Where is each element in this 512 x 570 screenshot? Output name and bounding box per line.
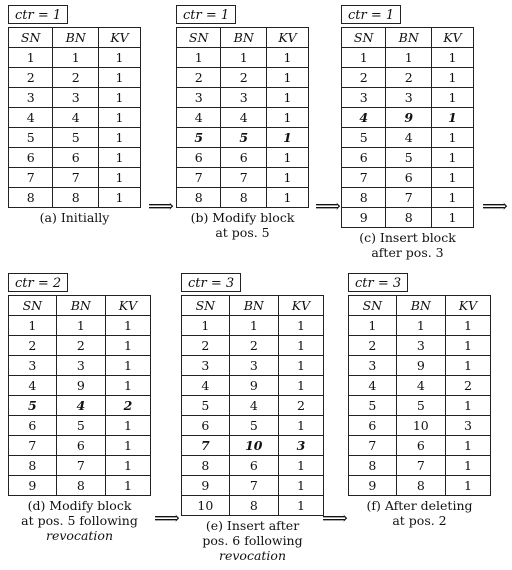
panel-caption [8, 210, 141, 225]
table-cell: 5 [349, 396, 397, 416]
table-row [182, 476, 324, 496]
table-cell: 5 [53, 128, 99, 148]
column-header: SN [9, 28, 53, 48]
table-cell: 1 [99, 148, 141, 168]
table-row [177, 48, 309, 68]
table-cell: 2 [342, 68, 386, 88]
table-cell: 1 [278, 356, 323, 376]
table-cell: 1 [445, 456, 490, 476]
column-header: KV [267, 28, 309, 48]
table-cell: 7 [9, 168, 53, 188]
caption-line: (a) Initially [39, 210, 110, 225]
table-cell: 3 [9, 88, 53, 108]
panel-caption [181, 518, 324, 563]
arrow-d-e: ⟹ [154, 508, 180, 529]
table-cell: 1 [278, 496, 323, 516]
block-table [181, 295, 324, 516]
table-cell: 10 [182, 496, 230, 516]
table-cell: 1 [432, 128, 474, 148]
table-cell: 4 [349, 376, 397, 396]
table-cell: 2 [278, 396, 323, 416]
table-cell: 7 [342, 168, 386, 188]
table-cell: 8 [386, 208, 432, 228]
panel-caption [8, 498, 151, 543]
table-cell: 9 [56, 376, 105, 396]
table-row [182, 456, 324, 476]
table-cell: 9 [229, 376, 278, 396]
table-cell: 2 [105, 396, 150, 416]
table-row [9, 336, 151, 356]
table-cell: 8 [177, 188, 221, 208]
arrow-b-c: ⟹ [315, 196, 341, 217]
table-row [342, 88, 474, 108]
table-cell: 3 [342, 88, 386, 108]
table-cell: 3 [445, 416, 490, 436]
table-cell: 1 [99, 108, 141, 128]
table-cell: 1 [99, 68, 141, 88]
panel-b [176, 4, 309, 240]
table-cell: 3 [221, 88, 267, 108]
table-row [9, 396, 151, 416]
table-cell: 8 [396, 476, 445, 496]
table-cell: 10 [396, 416, 445, 436]
table-cell: 5 [342, 128, 386, 148]
table-row [349, 476, 491, 496]
table-row [9, 356, 151, 376]
table-row [9, 148, 141, 168]
block-table [341, 27, 474, 228]
table-cell: 6 [221, 148, 267, 168]
table-row [349, 316, 491, 336]
table-cell: 4 [386, 128, 432, 148]
table-row [342, 68, 474, 88]
caption-line: (b) Modify block [190, 210, 295, 225]
column-header: SN [342, 28, 386, 48]
table-row [349, 416, 491, 436]
table-cell: 1 [445, 396, 490, 416]
table-cell: 2 [56, 336, 105, 356]
table-row [342, 208, 474, 228]
table-cell: 1 [99, 188, 141, 208]
table-row [342, 188, 474, 208]
block-table [8, 295, 151, 496]
caption-line: (c) Insert block [359, 230, 456, 245]
table-cell: 3 [177, 88, 221, 108]
table-cell: 6 [9, 148, 53, 168]
column-header: SN [9, 296, 57, 316]
table-cell: 1 [278, 476, 323, 496]
table-cell: 6 [56, 436, 105, 456]
table-cell: 4 [182, 376, 230, 396]
table-cell: 1 [99, 128, 141, 148]
block-table [176, 27, 309, 208]
column-header: BN [229, 296, 278, 316]
table-cell: 4 [177, 108, 221, 128]
table-cell: 5 [221, 128, 267, 148]
table-row [349, 376, 491, 396]
table-cell: 1 [182, 316, 230, 336]
table-cell: 1 [105, 356, 150, 376]
table-cell: 5 [9, 128, 53, 148]
panel-caption [348, 498, 491, 528]
table-cell: 1 [56, 316, 105, 336]
table-cell: 6 [182, 416, 230, 436]
table-cell: 7 [386, 188, 432, 208]
table-cell: 1 [229, 316, 278, 336]
table-cell: 6 [229, 456, 278, 476]
table-cell: 7 [177, 168, 221, 188]
table-cell: 1 [267, 188, 309, 208]
table-cell: 5 [229, 416, 278, 436]
table-row [9, 456, 151, 476]
table-cell: 1 [432, 108, 474, 128]
table-cell: 4 [396, 376, 445, 396]
table-cell: 4 [9, 376, 57, 396]
table-cell: 7 [229, 476, 278, 496]
table-cell: 2 [221, 68, 267, 88]
table-row [182, 436, 324, 456]
table-cell: 6 [177, 148, 221, 168]
table-cell: 1 [177, 48, 221, 68]
table-cell: 1 [267, 108, 309, 128]
arrow-c-d: ⟹ [482, 196, 508, 217]
table-cell: 1 [432, 188, 474, 208]
caption-line: revocation [45, 528, 113, 543]
table-cell: 2 [9, 68, 53, 88]
table-row [177, 128, 309, 148]
table-cell: 1 [432, 68, 474, 88]
table-cell: 1 [445, 336, 490, 356]
column-header: BN [386, 28, 432, 48]
table-cell: 3 [229, 356, 278, 376]
table-cell: 1 [9, 48, 53, 68]
table-row [182, 496, 324, 516]
column-header: SN [349, 296, 397, 316]
caption-line: (d) Modify block [27, 498, 132, 513]
table-cell: 2 [229, 336, 278, 356]
panel-a [8, 4, 141, 225]
table-cell: 1 [342, 48, 386, 68]
table-row [177, 188, 309, 208]
table-cell: 1 [432, 168, 474, 188]
table-cell: 6 [386, 168, 432, 188]
table-cell: 2 [177, 68, 221, 88]
column-header: BN [221, 28, 267, 48]
table-cell: 7 [396, 456, 445, 476]
table-cell: 1 [267, 48, 309, 68]
column-header: KV [278, 296, 323, 316]
counter-label: ctr = 3 [348, 273, 408, 292]
table-cell: 1 [53, 48, 99, 68]
table-cell: 1 [105, 456, 150, 476]
table-cell: 8 [56, 476, 105, 496]
table-row [342, 48, 474, 68]
caption-line: pos. 6 following [202, 533, 303, 548]
table-cell: 1 [99, 88, 141, 108]
table-cell: 6 [396, 436, 445, 456]
table-row [9, 48, 141, 68]
table-cell: 5 [56, 416, 105, 436]
table-cell: 1 [105, 376, 150, 396]
table-cell: 6 [349, 416, 397, 436]
table-cell: 3 [53, 88, 99, 108]
table-cell: 10 [229, 436, 278, 456]
table-row [9, 128, 141, 148]
column-header: BN [56, 296, 105, 316]
column-header: SN [177, 28, 221, 48]
table-cell: 1 [105, 336, 150, 356]
table-row [182, 336, 324, 356]
table-row [9, 376, 151, 396]
table-cell: 8 [229, 496, 278, 516]
table-cell: 3 [278, 436, 323, 456]
panel-caption [176, 210, 309, 240]
table-row [349, 436, 491, 456]
table-cell: 1 [432, 88, 474, 108]
table-cell: 7 [56, 456, 105, 476]
table-row [182, 376, 324, 396]
table-cell: 1 [445, 316, 490, 336]
table-cell: 4 [342, 108, 386, 128]
block-table [8, 27, 141, 208]
counter-label: ctr = 3 [181, 273, 241, 292]
table-row [177, 168, 309, 188]
caption-line: at pos. 2 [392, 513, 447, 528]
table-cell: 7 [221, 168, 267, 188]
table-cell: 3 [56, 356, 105, 376]
table-cell: 8 [221, 188, 267, 208]
table-cell: 5 [9, 396, 57, 416]
table-cell: 1 [267, 68, 309, 88]
table-cell: 1 [396, 316, 445, 336]
table-cell: 1 [105, 416, 150, 436]
column-header: KV [445, 296, 490, 316]
table-cell: 1 [278, 416, 323, 436]
table-cell: 1 [99, 168, 141, 188]
table-row [177, 88, 309, 108]
table-cell: 8 [182, 456, 230, 476]
table-cell: 1 [105, 436, 150, 456]
table-cell: 1 [9, 316, 57, 336]
table-cell: 8 [9, 456, 57, 476]
table-cell: 1 [445, 356, 490, 376]
table-cell: 1 [386, 48, 432, 68]
table-cell: 4 [221, 108, 267, 128]
table-row [177, 68, 309, 88]
table-row [9, 68, 141, 88]
caption-line: at pos. 5 following [21, 513, 138, 528]
table-cell: 6 [53, 148, 99, 168]
column-header: KV [99, 28, 141, 48]
counter-label: ctr = 1 [8, 5, 68, 24]
table-cell: 9 [342, 208, 386, 228]
column-header: BN [396, 296, 445, 316]
table-row [349, 356, 491, 376]
caption-line: revocation [218, 548, 286, 563]
table-row [9, 168, 141, 188]
table-cell: 3 [182, 356, 230, 376]
table-cell: 4 [9, 108, 53, 128]
caption-line: (e) Insert after [205, 518, 300, 533]
table-cell: 1 [99, 48, 141, 68]
caption-line: after pos. 3 [371, 245, 444, 260]
arrow-e-f: ⟹ [322, 508, 348, 529]
table-cell: 5 [396, 396, 445, 416]
table-cell: 1 [267, 88, 309, 108]
table-cell: 7 [9, 436, 57, 456]
table-cell: 5 [177, 128, 221, 148]
block-table [348, 295, 491, 496]
table-cell: 8 [349, 456, 397, 476]
table-row [9, 316, 151, 336]
panel-d [8, 272, 151, 543]
panel-caption [341, 230, 474, 260]
table-row [349, 396, 491, 416]
table-cell: 1 [105, 476, 150, 496]
table-cell: 2 [386, 68, 432, 88]
table-cell: 1 [267, 128, 309, 148]
table-cell: 4 [56, 396, 105, 416]
table-row [182, 396, 324, 416]
counter-label: ctr = 2 [8, 273, 68, 292]
table-row [349, 336, 491, 356]
table-cell: 8 [9, 188, 53, 208]
table-row [342, 128, 474, 148]
table-cell: 5 [182, 396, 230, 416]
table-cell: 9 [182, 476, 230, 496]
column-header: KV [432, 28, 474, 48]
table-row [182, 356, 324, 376]
table-cell: 5 [386, 148, 432, 168]
table-cell: 3 [349, 356, 397, 376]
table-row [342, 168, 474, 188]
table-cell: 6 [9, 416, 57, 436]
table-row [349, 456, 491, 476]
table-row [182, 316, 324, 336]
table-cell: 2 [53, 68, 99, 88]
column-header: BN [53, 28, 99, 48]
arrow-a-b: ⟹ [148, 196, 174, 217]
table-cell: 8 [53, 188, 99, 208]
table-cell: 4 [53, 108, 99, 128]
table-row [342, 108, 474, 128]
table-cell: 1 [432, 208, 474, 228]
column-header: KV [105, 296, 150, 316]
table-row [342, 148, 474, 168]
table-cell: 1 [278, 316, 323, 336]
column-header: SN [182, 296, 230, 316]
table-cell: 1 [349, 316, 397, 336]
table-cell: 1 [432, 148, 474, 168]
table-cell: 8 [342, 188, 386, 208]
caption-line: (f) After deleting [366, 498, 473, 513]
table-cell: 1 [105, 316, 150, 336]
panel-f [348, 272, 491, 528]
table-cell: 7 [182, 436, 230, 456]
table-cell: 1 [267, 148, 309, 168]
table-cell: 9 [9, 476, 57, 496]
table-row [9, 108, 141, 128]
table-cell: 2 [182, 336, 230, 356]
table-cell: 2 [349, 336, 397, 356]
panel-e [181, 272, 324, 563]
table-cell: 1 [267, 168, 309, 188]
table-cell: 1 [445, 436, 490, 456]
table-row [9, 88, 141, 108]
table-cell: 3 [396, 336, 445, 356]
counter-label: ctr = 1 [176, 5, 236, 24]
table-cell: 9 [396, 356, 445, 376]
table-cell: 2 [445, 376, 490, 396]
panel-c [341, 4, 474, 260]
table-cell: 1 [445, 476, 490, 496]
table-row [9, 416, 151, 436]
table-cell: 1 [432, 48, 474, 68]
table-cell: 3 [9, 356, 57, 376]
table-row [9, 436, 151, 456]
table-cell: 3 [386, 88, 432, 108]
table-cell: 1 [278, 376, 323, 396]
counter-label: ctr = 1 [341, 5, 401, 24]
table-cell: 4 [229, 396, 278, 416]
table-cell: 1 [221, 48, 267, 68]
table-cell: 6 [342, 148, 386, 168]
table-row [9, 188, 141, 208]
table-cell: 7 [349, 436, 397, 456]
table-row [9, 476, 151, 496]
caption-line: at pos. 5 [215, 225, 270, 240]
table-cell: 9 [349, 476, 397, 496]
table-cell: 1 [278, 336, 323, 356]
table-cell: 2 [9, 336, 57, 356]
table-cell: 9 [386, 108, 432, 128]
table-row [177, 148, 309, 168]
table-cell: 7 [53, 168, 99, 188]
table-row [177, 108, 309, 128]
table-cell: 1 [278, 456, 323, 476]
table-row [182, 416, 324, 436]
